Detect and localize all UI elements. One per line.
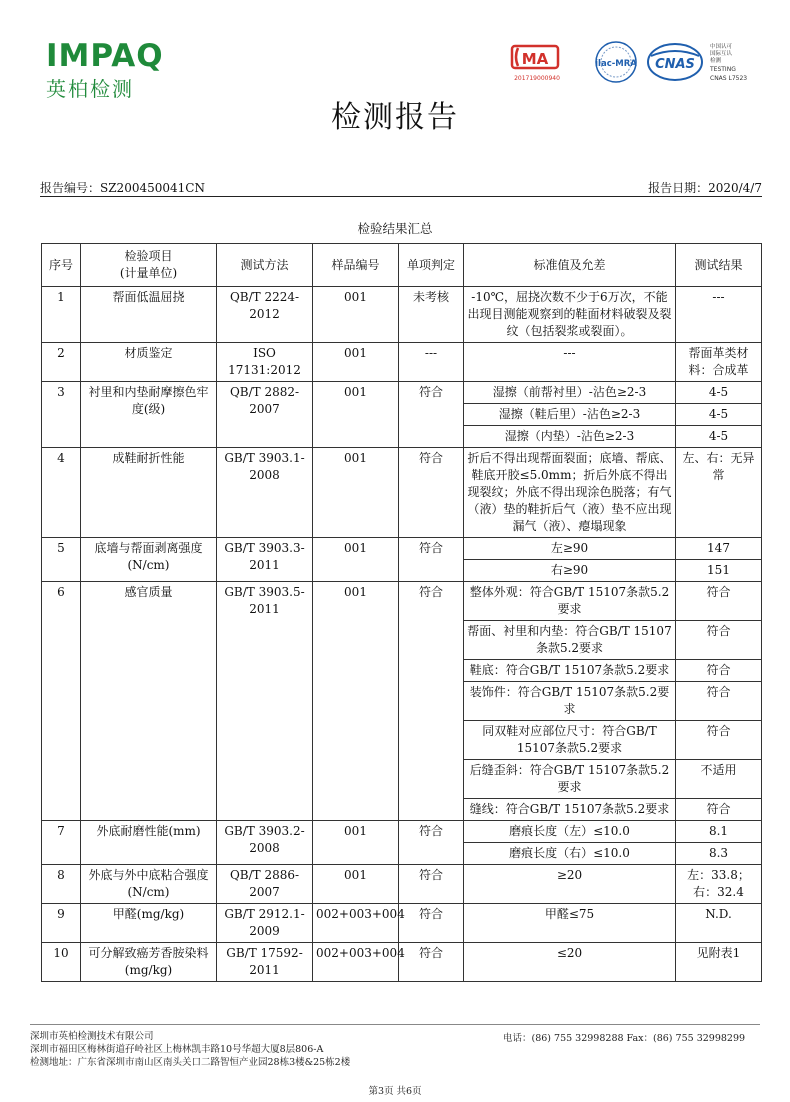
- header-judge: 单项判定: [399, 244, 464, 287]
- row-method: QB/T 2224-2012: [217, 287, 313, 343]
- row-sample: 002+003+004: [313, 943, 399, 982]
- row-item: 感官质量: [81, 582, 217, 821]
- cma-mark-icon: [508, 40, 778, 88]
- results-body: [42, 287, 762, 982]
- row-sample: 001: [313, 865, 399, 904]
- row-judge: 符合: [399, 821, 464, 865]
- footer-company: 深圳市英柏检测技术有限公司: [30, 1031, 154, 1042]
- row-standard: ---: [464, 343, 676, 382]
- row-standard: 帮面、衬里和内垫：符合GB/T 15107条款5.2要求: [464, 621, 676, 660]
- header-result: 测试结果: [676, 244, 762, 287]
- svg-text:201719000940: 201719000940: [514, 75, 560, 82]
- row-method: QB/T 2886-2007: [217, 865, 313, 904]
- svg-text:国际互认: 国际互认: [710, 51, 733, 57]
- header-sample: 样品编号: [313, 244, 399, 287]
- row-result: 见附表1: [676, 943, 762, 982]
- row-method: GB/T 2912.1-2009: [217, 904, 313, 943]
- table-row: [42, 343, 762, 382]
- row-item: 甲醛(mg/kg): [81, 904, 217, 943]
- row-method: QB/T 2882-2007: [217, 382, 313, 448]
- row-result: 8.1: [676, 821, 762, 843]
- row-standard: 同双鞋对应部位尺寸：符合GB/T 15107条款5.2要求: [464, 721, 676, 760]
- table-row: [42, 382, 762, 404]
- row-judge: 符合: [399, 943, 464, 982]
- row-sample: 002+003+004: [313, 904, 399, 943]
- row-seq: 2: [42, 343, 81, 382]
- row-item: 底墙与帮面剥离强度(N/cm): [81, 538, 217, 582]
- row-seq: 9: [42, 904, 81, 943]
- row-method: GB/T 3903.3-2011: [217, 538, 313, 582]
- row-standard: ≤20: [464, 943, 676, 982]
- row-standard: 缝线：符合GB/T 15107条款5.2要求: [464, 799, 676, 821]
- row-judge: 符合: [399, 538, 464, 582]
- row-seq: 10: [42, 943, 81, 982]
- row-sample: 001: [313, 821, 399, 865]
- header-standard: 标准值及允差: [464, 244, 676, 287]
- row-sample: 001: [313, 343, 399, 382]
- row-standard: -10℃，屈挠次数不少于6万次，不能出现目测能观察到的鞋面材料破裂及裂纹（包括裂浆或裂面）。: [464, 287, 676, 343]
- certification-marks: [508, 40, 778, 88]
- row-standard: 后缝歪斜：符合GB/T 15107条款5.2要求: [464, 760, 676, 799]
- row-standard: 右≥90: [464, 560, 676, 582]
- row-standard: 装饰件：符合GB/T 15107条款5.2要求: [464, 682, 676, 721]
- row-judge: ---: [399, 343, 464, 382]
- footer-divider: [30, 1024, 760, 1025]
- row-judge: 符合: [399, 448, 464, 538]
- row-sample: 001: [313, 382, 399, 448]
- row-judge: 符合: [399, 382, 464, 448]
- page-number: 第3页 共6页: [368, 1086, 422, 1097]
- row-standard: 磨痕长度（右）≤10.0: [464, 843, 676, 865]
- row-sample: 001: [313, 582, 399, 821]
- row-judge: 符合: [399, 865, 464, 904]
- row-result: 8.3: [676, 843, 762, 865]
- row-result: 151: [676, 560, 762, 582]
- row-standard: 甲醛≤75: [464, 904, 676, 943]
- row-judge: 符合: [399, 582, 464, 821]
- svg-text:MA: MA: [521, 50, 549, 68]
- row-seq: 8: [42, 865, 81, 904]
- report-title: 检测报告: [331, 100, 459, 135]
- svg-text:检测: 检测: [710, 58, 722, 64]
- row-result: 符合: [676, 582, 762, 621]
- row-sample: 001: [313, 287, 399, 343]
- table-row: [42, 865, 762, 904]
- summary-title: 检验结果汇总: [357, 221, 433, 236]
- row-result: 左：33.8； 右：32.4: [676, 865, 762, 904]
- row-result: 4-5: [676, 426, 762, 448]
- row-item: 材质鉴定: [81, 343, 217, 382]
- row-method: GB/T 3903.5-2011: [217, 582, 313, 821]
- report-number: 报告编号：SZ200450041CN: [40, 181, 205, 195]
- table-row: [42, 448, 762, 538]
- row-result: 帮面革类材料：合成革: [676, 343, 762, 382]
- header-divider: [40, 196, 762, 197]
- row-method: GB/T 3903.1-2008: [217, 448, 313, 538]
- row-sample: 001: [313, 538, 399, 582]
- header-item: 检验项目 (计量单位): [81, 244, 217, 287]
- row-seq: 6: [42, 582, 81, 821]
- svg-text:TESTING: TESTING: [710, 66, 736, 73]
- row-item: 外底耐磨性能(mm): [81, 821, 217, 865]
- row-standard: 湿擦（内垫）-沾色≥2-3: [464, 426, 676, 448]
- row-item: 帮面低温屈挠: [81, 287, 217, 343]
- row-standard: 左≥90: [464, 538, 676, 560]
- table-row: [42, 538, 762, 560]
- header-method: 测试方法: [217, 244, 313, 287]
- row-method: GB/T 17592-2011: [217, 943, 313, 982]
- table-row: [42, 904, 762, 943]
- row-result: 4-5: [676, 382, 762, 404]
- row-result: 符合: [676, 682, 762, 721]
- row-item: 衬里和内垫耐摩擦色牢度(级): [81, 382, 217, 448]
- row-judge: 未考核: [399, 287, 464, 343]
- row-seq: 1: [42, 287, 81, 343]
- footer-address: 深圳市福田区梅林街道孖岭社区上梅林凯丰路10号华超大厦8层806-A: [30, 1044, 324, 1055]
- row-standard: 湿擦（鞋后里）-沾色≥2-3: [464, 404, 676, 426]
- results-table: [41, 243, 762, 982]
- svg-text:中国认可: 中国认可: [710, 44, 733, 50]
- header-seq: 序号: [42, 244, 81, 287]
- row-result: 符合: [676, 799, 762, 821]
- logo-chinese-text: 英柏检测: [46, 77, 134, 101]
- row-judge: 符合: [399, 904, 464, 943]
- report-date: 报告日期：2020/4/7: [648, 181, 762, 195]
- row-sample: 001: [313, 448, 399, 538]
- row-result: 符合: [676, 621, 762, 660]
- table-row: [42, 287, 762, 343]
- row-result: 147: [676, 538, 762, 560]
- table-row: [42, 582, 762, 621]
- row-item: 可分解致癌芳香胺染料(mg/kg): [81, 943, 217, 982]
- row-standard: 折后不得出现帮面裂面；底墙、帮底、鞋底开胶≤5.0mm；折后外底不得出现裂纹；外底不得出现涂色脱落；有气（液）垫的鞋折后气（液）垫不应出现漏气（液）、瘪塌现象: [464, 448, 676, 538]
- row-seq: 7: [42, 821, 81, 865]
- row-standard: 湿擦（前帮衬里）-沾色≥2-3: [464, 382, 676, 404]
- row-standard: 鞋底：符合GB/T 15107条款5.2要求: [464, 660, 676, 682]
- row-method: GB/T 3903.2-2008: [217, 821, 313, 865]
- row-result: 左、右：无异常: [676, 448, 762, 538]
- row-result: 符合: [676, 660, 762, 682]
- row-item: 外底与外中底粘合强度(N/cm): [81, 865, 217, 904]
- row-seq: 5: [42, 538, 81, 582]
- row-item: 成鞋耐折性能: [81, 448, 217, 538]
- footer-phone: 电话：(86) 755 32998288 Fax：(86) 755 32998299: [503, 1033, 746, 1044]
- table-header-row: [42, 244, 762, 287]
- svg-text:ilac-MRA: ilac-MRA: [595, 59, 637, 69]
- svg-text:CNAS: CNAS: [655, 57, 695, 72]
- table-row: [42, 943, 762, 982]
- row-standard: 磨痕长度（左）≤10.0: [464, 821, 676, 843]
- row-result: ---: [676, 287, 762, 343]
- row-seq: 3: [42, 382, 81, 448]
- row-result: N.D.: [676, 904, 762, 943]
- row-result: 符合: [676, 721, 762, 760]
- table-row: [42, 821, 762, 843]
- row-standard: 整体外观：符合GB/T 15107条款5.2要求: [464, 582, 676, 621]
- row-seq: 4: [42, 448, 81, 538]
- footer-test-address: 检测地址：广东省深圳市南山区南头关口二路智恒产业园28栋3楼&25栋2楼: [30, 1057, 351, 1068]
- svg-text:CNAS L7523: CNAS L7523: [710, 75, 748, 82]
- row-standard: ≥20: [464, 865, 676, 904]
- row-method: ISO 17131:2012: [217, 343, 313, 382]
- row-result: 4-5: [676, 404, 762, 426]
- logo-imaqp-text: IMPAQ: [46, 38, 164, 74]
- row-result: 不适用: [676, 760, 762, 799]
